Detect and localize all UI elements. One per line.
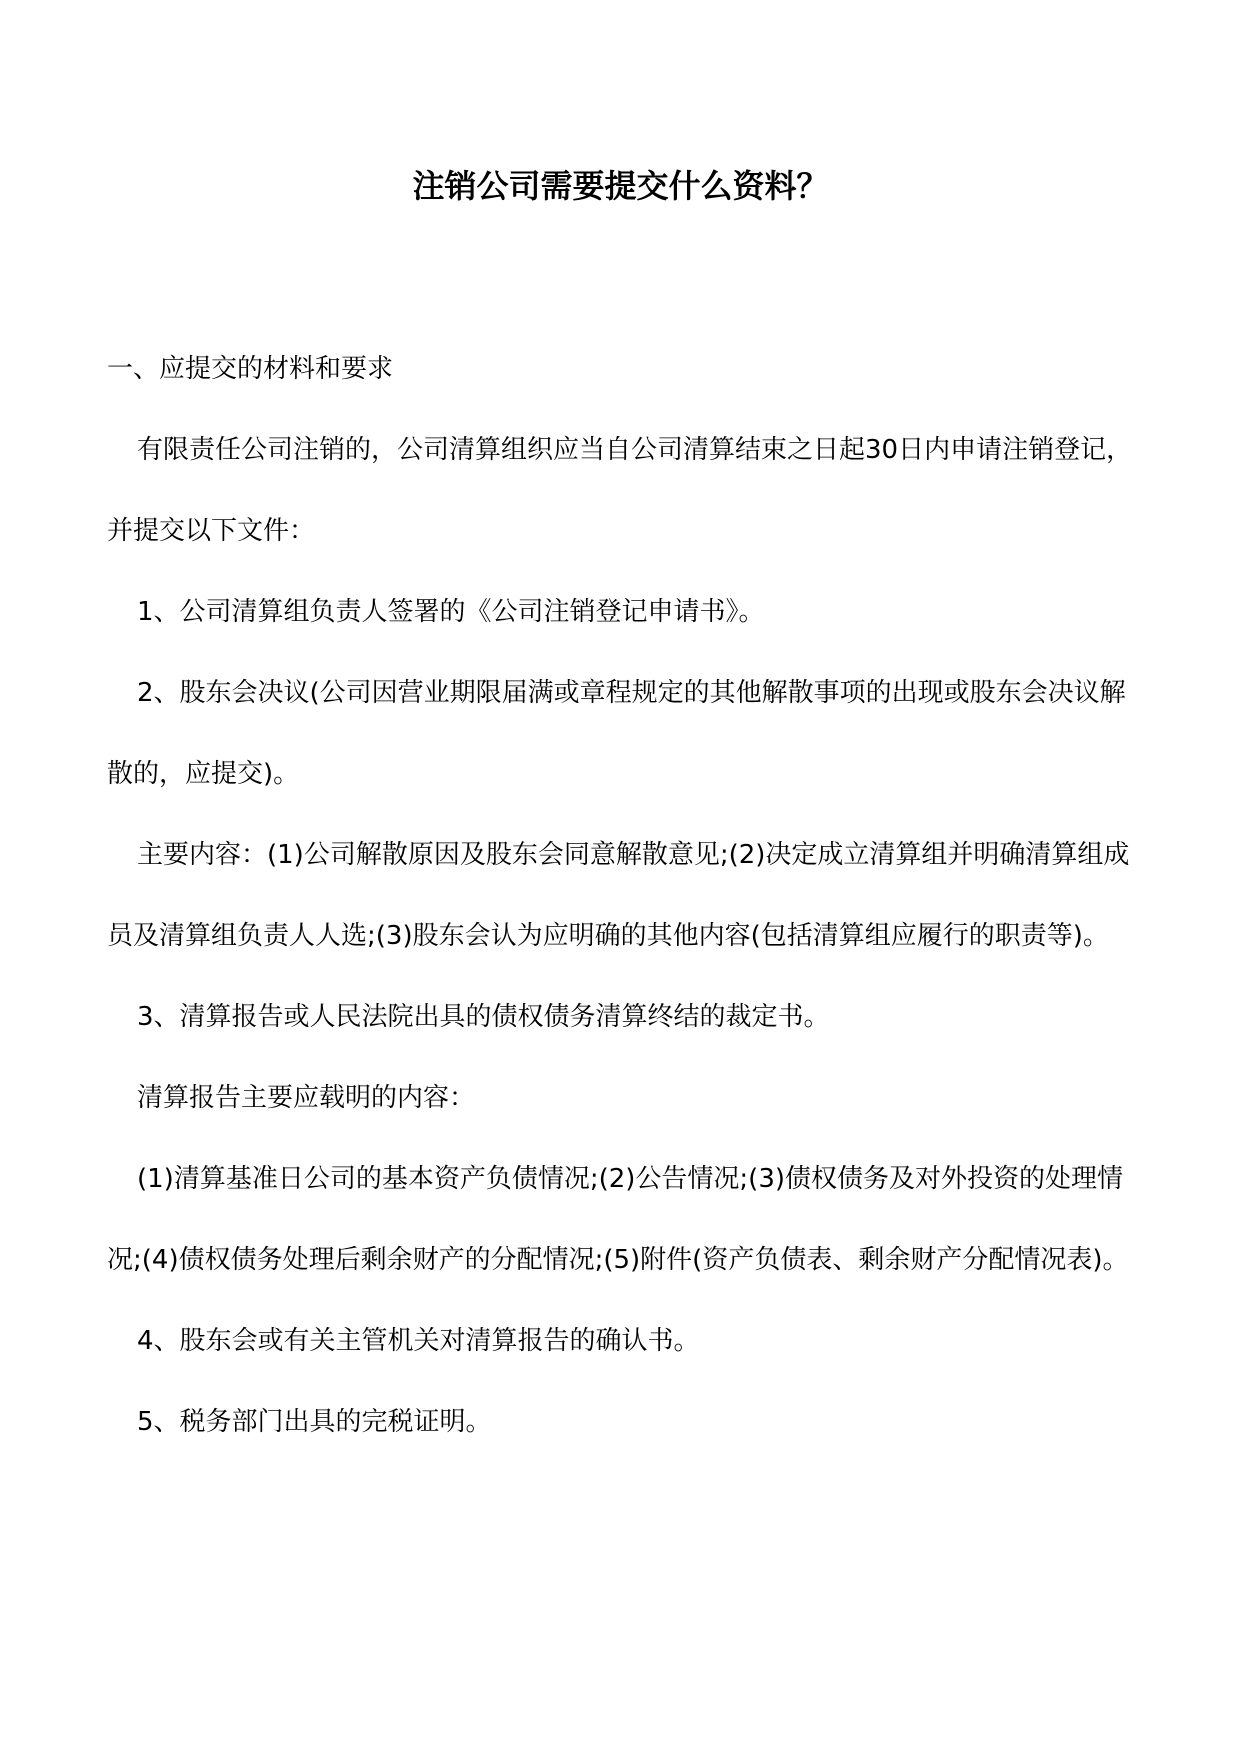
paragraph-main-content: 主要内容：(1)公司解散原因及股东会同意解散意见;(2)决定成立清算组并明确清算组成员及清算组负责人人选;(3)股东会认为应明确的其他内容(包括清算组应履行的职责等)。 — [107, 840, 1130, 951]
paragraph-item-2: 2、股东会决议(公司因营业期限届满或章程规定的其他解散事项的出现或股东会决议解散的，应提交)。 — [107, 678, 1126, 789]
paragraph-intro: 有限责任公司注销的，公司清算组织应当自公司清算结束之日起30日内申请注销登记，并提交以下文件： — [107, 435, 1133, 546]
paragraph-item-3: 3、清算报告或人民法院出具的债权债务清算终结的裁定书。 — [137, 1002, 830, 1032]
paragraph-item-1: 1、公司清算组负责人签署的《公司注销登记申请书》。 — [137, 597, 765, 627]
paragraph-item-4: 4、股东会或有关主管机关对清算报告的确认书。 — [137, 1326, 700, 1356]
section-heading: 一、应提交的材料和要求 — [107, 354, 394, 384]
paragraph-item-5: 5、税务部门出具的完税证明。 — [137, 1407, 492, 1437]
document-title: 注销公司需要提交什么资料？ — [412, 167, 829, 205]
paragraph-report-content: (1)清算基准日公司的基本资产负债情况;(2)公告情况;(3)债权债务及对外投资的处理情况;(4)债权债务处理后剩余财产的分配情况;(5)附件(资产负债表、剩余财产分配情况表)。 — [107, 1164, 1129, 1275]
paragraph-report-content-heading: 清算报告主要应载明的内容： — [137, 1083, 476, 1113]
document-body — [107, 410, 1137, 1463]
